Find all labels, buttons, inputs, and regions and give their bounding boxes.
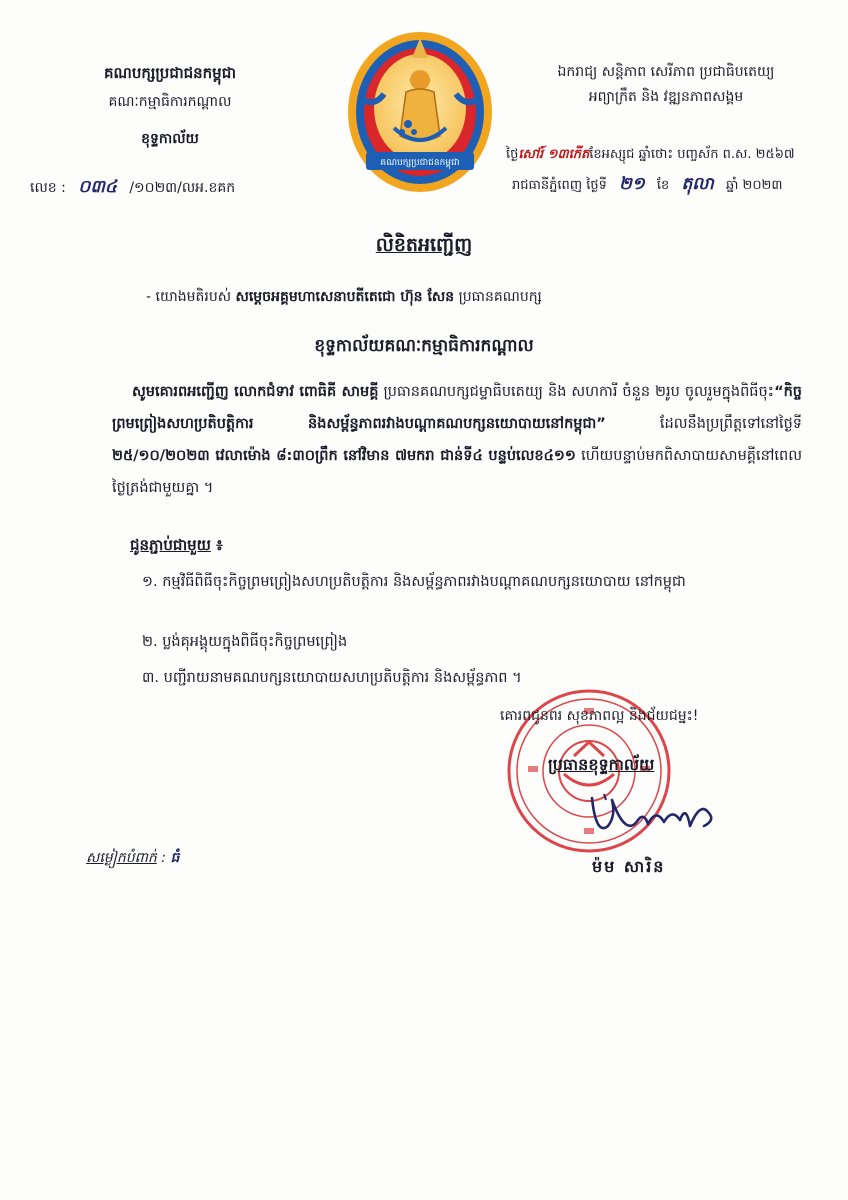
- committee-name: គណៈកម្មាធិការកណ្តាល: [108, 94, 232, 110]
- dress-code-colon: :: [156, 850, 171, 866]
- motto-line-1: ឯករាជ្យ សន្តិភាព សេរីភាព ប្រជាធិបតេយ្យ: [557, 64, 775, 80]
- attachments-label: [130, 536, 223, 558]
- party-name: គណបក្សប្រជាជនកម្ពុជា: [104, 64, 236, 82]
- motto-line-2: អព្យាក្រឹត និង វឌ្ឍនភាពសង្គម: [588, 89, 744, 105]
- office-heading: ខុទ្ទកាល័យគណៈកម្មាធិការកណ្តាល: [314, 336, 534, 356]
- closing-greeting: គោរពជូនពរ សុខភាពល្អ និងជ័យជម្នះ!: [500, 708, 699, 724]
- solar-year: ឆ្នាំ ២០២៣: [725, 178, 783, 193]
- reference-dash: -: [146, 289, 152, 305]
- signatory-position: ប្រធានខុទ្ទកាល័យ: [548, 755, 655, 774]
- attachment-item: ២. ប្លង់គុអង្គុយក្នុងពិធីចុះកិច្ចព្រមព្រៀង: [142, 634, 348, 650]
- lunar-date: [506, 146, 795, 165]
- body-text-1: ប្រធានគណបក្សជម្ទាធិបតេយ្យ និង សហការី ចំនួន ២រូប ចូលរួមក្នុងពិធីចុះ: [378, 384, 775, 400]
- dress-code: [86, 848, 179, 869]
- attachments-label-text: ជូនភ្ជាប់ជាមួយ: [130, 536, 211, 554]
- reference-person: សម្តេចអគ្គមហាសេនាបតីតេជោ ហ៊ុន សែន: [235, 289, 455, 305]
- document-title: លិខិតអញ្ជើញ: [375, 234, 473, 256]
- solar-month-label: ខែ: [656, 178, 670, 193]
- signatory-name: ម៉ម សារិន: [592, 857, 666, 876]
- reference-suffix: ប្រធានគណបក្ស: [458, 289, 542, 305]
- lunar-prefix: ថ្ងៃ: [506, 147, 519, 162]
- reference-number-line: [30, 176, 235, 201]
- party-emblem-icon: [344, 28, 496, 196]
- attachment-item: ១. កម្មវិធីពិធីចុះកិច្ចព្រមព្រៀងសហប្រតិបត្តិការ និងសម្ព័ន្ធភាពរវាងបណ្តាគណបក្សនយោបាយ នៅកម្ពុជា: [142, 574, 686, 590]
- issuer-block: [40, 64, 300, 150]
- body-text-2: ដែលនឹងប្រព្រឹត្តទៅនៅថ្ងៃទី: [605, 416, 802, 432]
- body-event: “កិច្ចព្រមព្រៀងសហប្រតិបត្តិការ និងសម្ព័ន្ធភាពរវាងបណ្តាគណបក្សនយោបាយនៅកម្ពុជា”: [112, 384, 803, 432]
- lunar-handwritten: សៅរ៍ ១៣កើត: [518, 147, 590, 162]
- invitation-body: [112, 376, 802, 504]
- dress-code-value: ធំ: [170, 850, 180, 866]
- svg-text:គណបក្សប្រជាជនកម្ពុជា: គណបក្សប្រជាជនកម្ពុជា: [380, 158, 460, 168]
- handwritten-signature-icon: [586, 786, 726, 846]
- ref-label: លេខ :: [30, 180, 66, 196]
- ref-suffix: /១០២៣/លអ.ខគក: [129, 180, 236, 196]
- body-date-place: ២៥/១០/២០២៣ វេលាម៉ោង ៨:៣០ព្រឹក នៅវិមាន ៧មករា ជាន់ទី៤ បន្ទប់លេខ៤១១: [112, 448, 576, 464]
- lunar-rest: ខែអស្សុជ ឆ្នាំថោះ បញ្ចស័ក ព.ស. ២៥៦៧: [589, 147, 795, 162]
- cabinet-name: ខុទ្ទកាល័យ: [141, 131, 199, 147]
- attachment-item: ៣. បញ្ជីរាយនាមគណបក្សនយោបាយសហប្រតិបត្តិការ និងសម្ព័ន្ធភាព ។: [142, 670, 522, 686]
- solar-prefix: រាជធានីភ្នំពេញ ថ្ងៃទី: [512, 178, 607, 193]
- ref-number: ០៣៤: [78, 177, 117, 197]
- dress-code-label: សម្ងៀកបំពាក់: [86, 850, 157, 866]
- reference-line: [146, 287, 542, 308]
- body-text-3: ហើយបន្ទាប់មកពិសាបាយសាមគ្គីនៅពេលថ្ងៃត្រង់ជាមួយគ្នា ។: [112, 448, 802, 496]
- solar-day: ២១: [619, 174, 645, 194]
- national-motto: [506, 62, 826, 108]
- solar-month: តុលា: [681, 174, 714, 194]
- attachments-colon: ៖: [210, 536, 223, 554]
- body-invitee: សូមគោរពអញ្ជើញ លោកជំទាវ ពោធិគី សាមគ្គី: [132, 384, 379, 400]
- solar-date: [512, 173, 782, 198]
- reference-prefix: យោងមតិរបស់: [155, 289, 232, 305]
